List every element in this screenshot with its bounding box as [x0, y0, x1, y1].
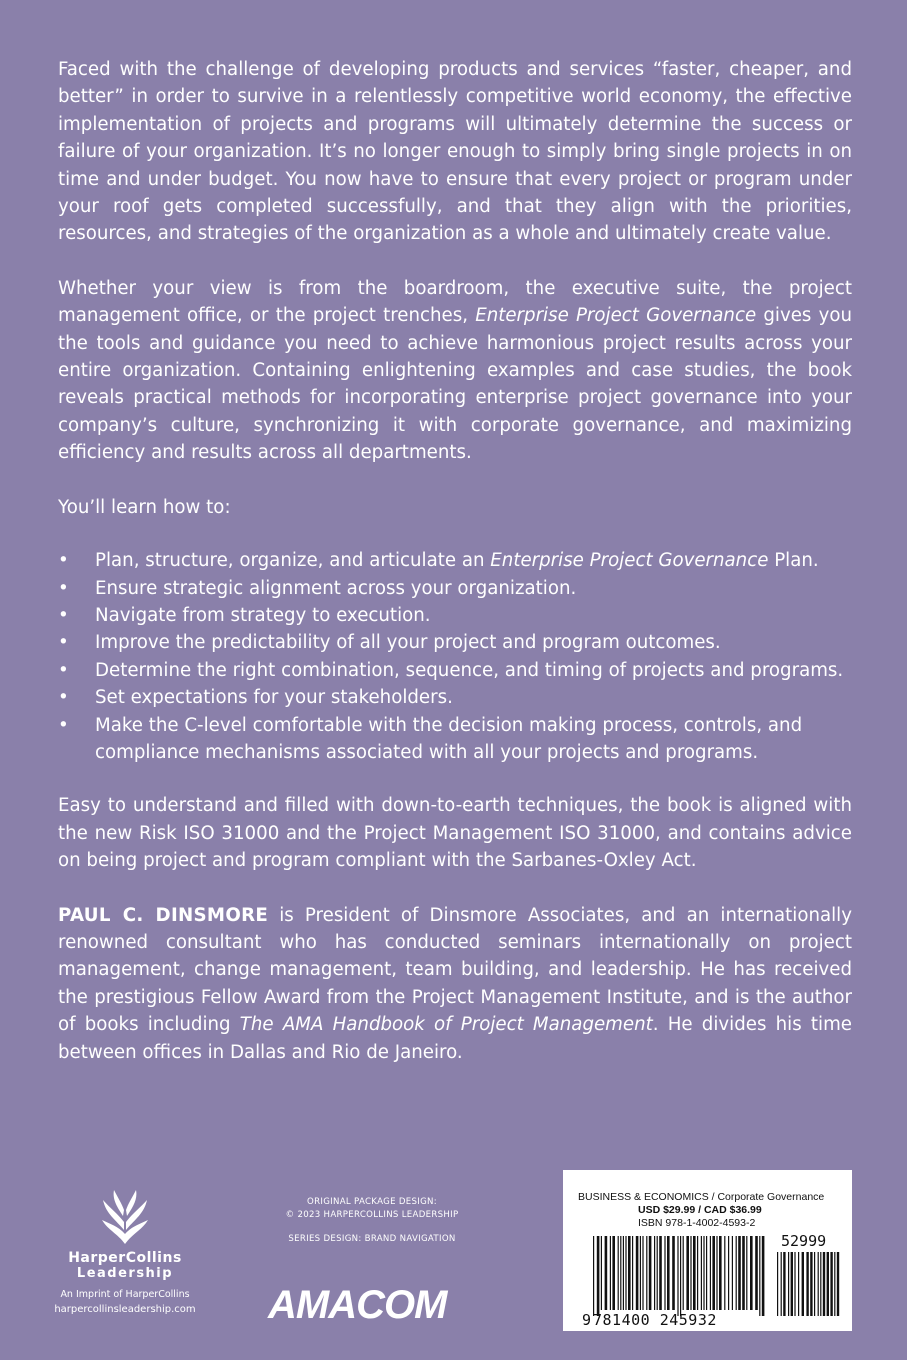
learn-list — [58, 547, 852, 766]
publisher-sub: Leadership — [76, 1266, 174, 1281]
barcode-addon-bar — [818, 1252, 819, 1316]
bullet-text: Determine the right combination, sequence, and timing of projects and programs. — [95, 659, 844, 681]
credit-line-1: ORIGINAL PACKAGE DESIGN: — [307, 1197, 437, 1207]
list-item — [58, 575, 852, 602]
list-item — [58, 684, 852, 711]
barcode-addon-bar — [788, 1252, 789, 1316]
barcode-addon-bar — [830, 1252, 832, 1316]
bullet-title-italic: Enterprise Project Governance — [490, 550, 769, 572]
barcode-addon-bar — [823, 1252, 825, 1316]
barcode-bar — [659, 1236, 662, 1310]
barcode-bar — [646, 1236, 647, 1310]
barcode-bar — [683, 1236, 684, 1310]
barcode-bar — [628, 1236, 631, 1310]
barcode-bar — [746, 1236, 747, 1310]
author-bio-text-a: is President of Dinsmore Associates, and an internationally renowned consultant who has conducted seminars internationally on project management, change management, team building, and leadership. He has received the prestigious Fellow Award from the Project Management Institute, and is the author of books including — [58, 904, 852, 1036]
bullet-icon: • — [58, 604, 69, 626]
learn-heading: You’ll learn how to: — [58, 496, 231, 518]
barcode-bar — [677, 1236, 678, 1316]
list-item — [58, 657, 852, 684]
barcode-bar — [703, 1236, 704, 1310]
barcode-bar — [762, 1236, 765, 1316]
barcode-bar — [618, 1236, 619, 1310]
list-item — [58, 602, 852, 629]
barcode-bar — [693, 1236, 696, 1310]
barcode-addon-bar — [834, 1252, 835, 1316]
series-design-credit: SERIES DESIGN: BRAND NAVIGATION — [288, 1234, 456, 1244]
barcode-addon-bar — [837, 1252, 839, 1316]
author-name: PAUL C. DINSMORE — [58, 904, 269, 926]
bullet-text: Navigate from strategy to execution. — [95, 604, 431, 626]
author-book-title: The AMA Handbook of Project Management — [239, 1014, 653, 1036]
barcode-addon-bar — [814, 1252, 815, 1316]
barcode-addon-bar — [781, 1252, 782, 1316]
barcode-digits: 781400 245932 — [593, 1311, 717, 1329]
list-item — [58, 712, 852, 767]
barcode-bars — [563, 1170, 852, 1331]
barcode-bar — [623, 1236, 624, 1310]
amacom-logo: AMACOM — [268, 1283, 447, 1327]
barcode-bar — [597, 1236, 600, 1316]
barcode-addon-bar — [820, 1252, 821, 1316]
barcode-bar — [610, 1236, 611, 1310]
barcode-bar — [712, 1236, 715, 1310]
barcode-bar — [657, 1236, 658, 1310]
barcode-bar — [642, 1236, 643, 1310]
barcode-bar — [625, 1236, 626, 1310]
list-item — [58, 547, 852, 574]
barcode-bar — [593, 1236, 594, 1316]
bullet-icon: • — [58, 687, 69, 709]
barcode-addon-bar — [791, 1252, 793, 1316]
barcode-bar — [759, 1236, 760, 1316]
bullet-icon: • — [58, 659, 69, 681]
barcode-bar — [701, 1236, 702, 1310]
barcode-bar — [667, 1236, 670, 1310]
barcode-bar — [612, 1236, 615, 1310]
bullet-text: Set expectations for your stakeholders. — [95, 687, 453, 709]
author-bio-text-b: . He divides his time between offices in Dallas and Rio de Janeiro. — [58, 1014, 852, 1063]
bullet-icon: • — [58, 632, 69, 654]
book-title-italic: Enterprise Project Governance — [475, 305, 757, 327]
barcode-addon-bar — [802, 1252, 804, 1316]
barcode-bar — [686, 1236, 689, 1310]
barcode-bar — [716, 1236, 717, 1310]
barcode-bar — [742, 1236, 745, 1310]
barcode-addon-bar — [810, 1252, 812, 1316]
barcode-bar — [706, 1236, 707, 1310]
barcode-bar — [620, 1236, 621, 1310]
barcode-bar — [755, 1236, 758, 1310]
bullet-text: Improve the predictability of all your project and program outcomes. — [95, 632, 721, 654]
barcode-bar — [605, 1236, 608, 1310]
barcode-bar — [654, 1236, 655, 1310]
price-label: USD $29.99 / CAD $36.99 — [638, 1204, 762, 1216]
bullet-icon: • — [58, 577, 69, 599]
publisher-imprint: An Imprint of HarperCollins — [60, 1289, 190, 1300]
author-bio — [58, 902, 852, 1066]
barcode-bar — [719, 1236, 722, 1310]
barcode-bar — [601, 1236, 602, 1310]
bullet-text-a: Plan, structure, organize, and articulate an — [95, 550, 491, 572]
barcode-panel — [563, 1170, 852, 1331]
intro-paragraph-1: Faced with the challenge of developing products and services “faster, cheaper, and better” in order to survive in a relentlessly competitive world economy, the effective implementation of projects and programs will ultimately determine the success or failure of your organization. It’s no longer enough to simply bring single projects in on time and under budget. You now have to ensure that every project or program under your roof gets completed successfully, and that they align with the priorities, resources, and strategies of the organization as a whole and ultimately create value. — [58, 59, 852, 245]
bullet-text: Ensure strategic alignment across your organization. — [95, 577, 577, 599]
barcode-bar — [750, 1236, 753, 1310]
barcode-addon-bar — [783, 1252, 785, 1316]
barcode-bar — [664, 1236, 665, 1310]
barcode-bar — [697, 1236, 698, 1310]
bisac-category: BUSINESS & ECONOMICS / Corporate Governance — [578, 1191, 825, 1203]
publisher-logo — [30, 1190, 220, 1315]
closing-paragraph: Easy to understand and filled with down-to-earth techniques, the book is aligned with the new Risk ISO 31000 and the Project Management ISO 31000, and contains advice on being project and program compliant with the Sarbanes-Oxley Act. — [58, 795, 852, 872]
intro-p2-text-b: gives you the tools and guidance you need to achieve harmonious project results across your entire organization. Containing enlightening examples and case studies, the book reveals practical methods for incorporating enterprise project governance into your company’s culture, synchronizing it with corporate governance, and maximizing efficiency and results across all departments. — [58, 305, 853, 464]
publisher-url: harpercollinsleadership.com — [54, 1304, 196, 1315]
barcode-bar — [632, 1236, 633, 1310]
back-cover-copy — [58, 56, 852, 1093]
credit-line-2: © 2023 HARPERCOLLINS LEADERSHIP — [285, 1210, 459, 1220]
barcode-bar — [690, 1236, 691, 1310]
butterfly-flame-icon — [100, 1190, 150, 1246]
intro-paragraph-2 — [58, 275, 852, 467]
barcode-bar — [728, 1236, 729, 1310]
bullet-text-b: Plan. — [768, 550, 819, 572]
barcode-addon-number: 52999 — [781, 1232, 827, 1250]
list-item — [58, 629, 852, 656]
barcode-bar — [649, 1236, 652, 1310]
bullet-text: Make the C-level comfortable with the decision making process, controls, and compliance mechanisms associated with all your projects and programs. — [95, 714, 803, 763]
bullet-icon: • — [58, 714, 69, 736]
barcode-bar — [738, 1236, 741, 1310]
intro-p2-text-a: Whether your view is from the boardroom, the executive suite, the project management office, or the project trenches, — [58, 277, 852, 327]
bullet-icon: • — [58, 550, 69, 572]
barcode-bar — [636, 1236, 639, 1310]
barcode-addon-bar — [798, 1252, 799, 1316]
barcode-addon-bar — [827, 1252, 829, 1316]
barcode-bar — [672, 1236, 675, 1310]
barcode-bar — [724, 1236, 725, 1310]
publisher-name: HarperCollins — [68, 1250, 182, 1266]
barcode-bar — [710, 1236, 711, 1310]
barcode-lead-digit: 9 — [582, 1311, 592, 1329]
design-credits — [262, 1196, 482, 1246]
barcode-bar — [680, 1236, 681, 1316]
barcode-bar — [640, 1236, 641, 1310]
barcode-addon-bar — [777, 1252, 778, 1316]
barcode-addon-bar — [806, 1252, 808, 1316]
barcode-bar — [732, 1236, 733, 1310]
barcode-bar — [736, 1236, 737, 1310]
barcode-addon-bar — [794, 1252, 795, 1316]
isbn-label: ISBN 978-1-4002-4593-2 — [638, 1217, 756, 1229]
